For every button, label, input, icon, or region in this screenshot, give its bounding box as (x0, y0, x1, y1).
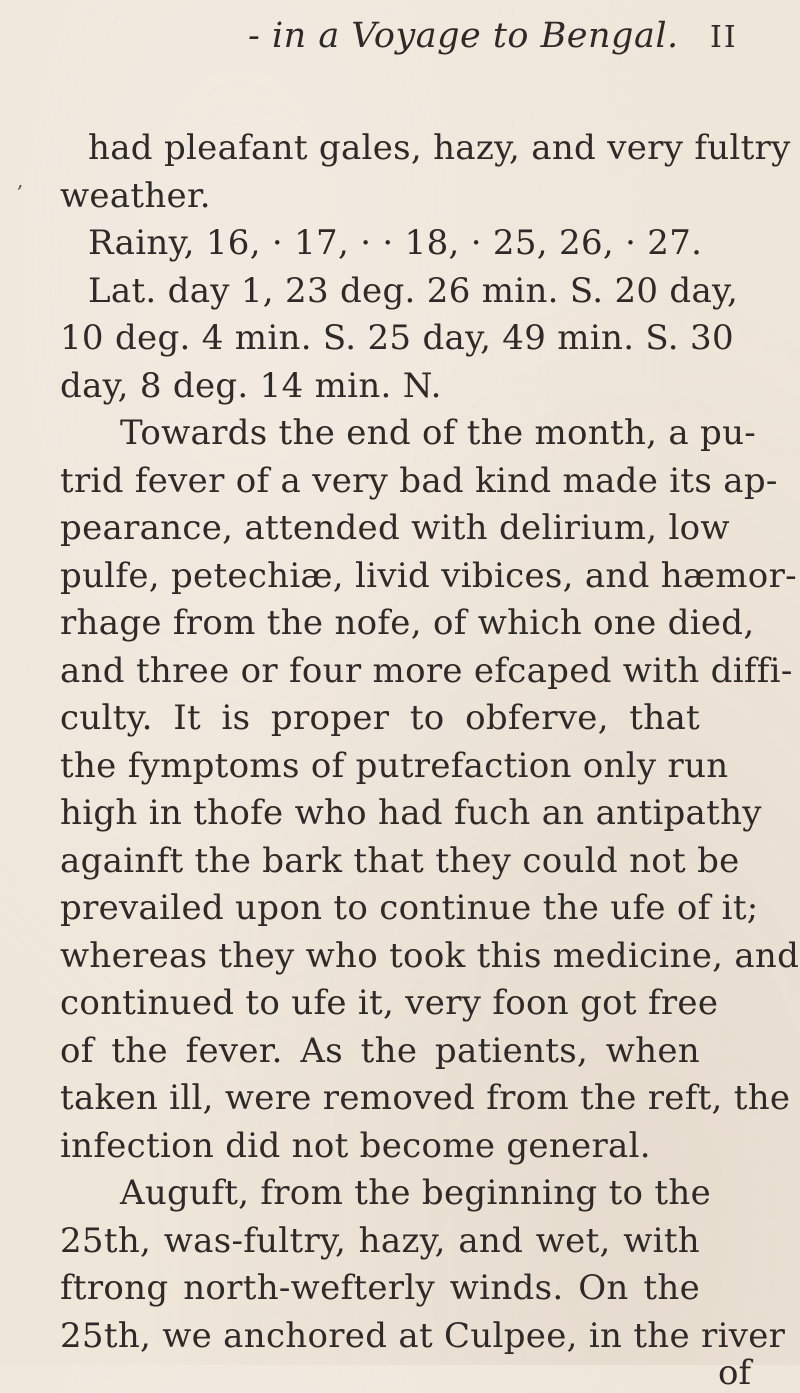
text-line: Towards the end of the month, a pu- (120, 413, 757, 453)
margin-mark: , (17, 168, 24, 192)
text-line: the fymptoms of putrefaction only run (60, 745, 729, 786)
text-line: prevailed upon to continue the ufe of it; (60, 888, 759, 928)
text-line: pearance, attended with delirium, low (60, 508, 730, 548)
page-number: II (710, 20, 738, 55)
text-line: high in thofe who had fuch an antipathy (60, 793, 762, 833)
text-line: weather. (60, 175, 211, 216)
text-line: culty. It is proper to obferve, that (60, 698, 700, 738)
text-line: Rainy, 16, · 17, · · 18, · 25, 26, · 27. (88, 223, 703, 263)
text-line: againft the bark that they could not be (60, 840, 740, 881)
text-line: 10 deg. 4 min. S. 25 day, 49 min. S. 30 (60, 318, 734, 358)
text-line: and three or four more efcaped with diffi- (60, 650, 793, 691)
text-line: 25th, we anchored at Culpee, in the river (60, 1315, 786, 1356)
text-line: ftrong north-wefterly winds. On the (60, 1268, 700, 1308)
text-line: of the fever. As the patients, when (60, 1030, 700, 1071)
text-line: day, 8 deg. 14 min. N. (60, 365, 442, 406)
text-line: Lat. day 1, 23 deg. 26 min. S. 20 day, (88, 270, 739, 311)
text-line: infection did not become general. (60, 1125, 651, 1166)
text-line: Auguft, from the beginning to the (120, 1173, 712, 1213)
text-line: rhage from the nofe, of which one died, (60, 603, 755, 643)
catchword: of (718, 1353, 752, 1393)
text-line: pulfe, petechiæ, livid vibices, and hæmor- (60, 555, 797, 596)
text-line: had pleafant gales, hazy, and very fultry (88, 128, 791, 168)
text-line: continued to ufe it, very foon got free (60, 983, 719, 1023)
text-line: whereas they who took this medicine, and (60, 935, 800, 976)
text-line: 25th, was-fultry, hazy, and wet, with (60, 1220, 700, 1261)
text-line: trid fever of a very bad kind made its ap- (60, 460, 778, 501)
running-head: - in a Voyage to Bengal. (248, 16, 679, 56)
text-line: taken ill, were removed from the reft, the (60, 1078, 791, 1118)
